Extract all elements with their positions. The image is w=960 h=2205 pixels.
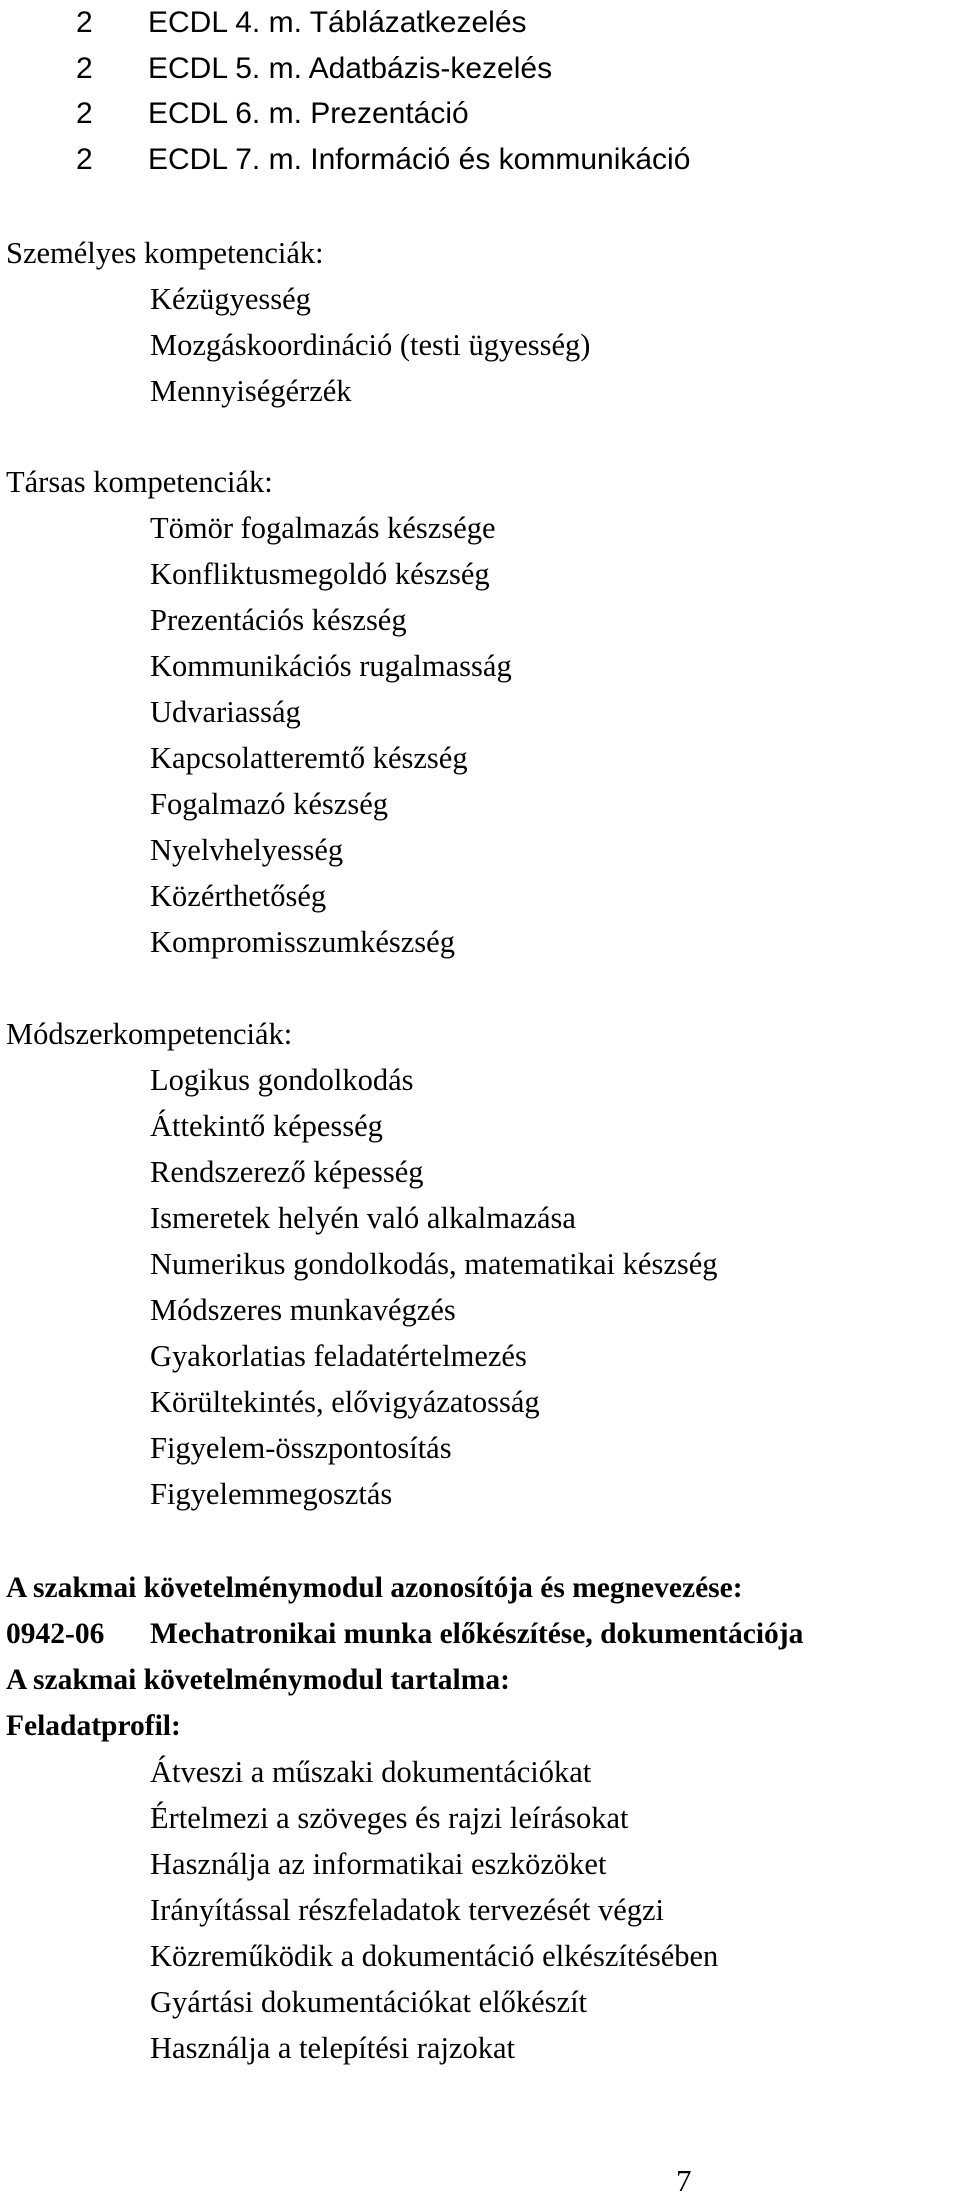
ecdl-row <box>0 137 690 183</box>
list-item: Rendszerező képesség <box>150 1155 424 1189</box>
ecdl-module-name: ECDL 7. m. Információ és kommunikáció <box>148 143 691 177</box>
list-item: Közreműködik a dokumentáció elkészítésében <box>150 1939 719 1973</box>
list-item: Figyelem-összpontosítás <box>150 1431 452 1465</box>
list-item: Kézügyesség <box>150 282 311 316</box>
module-code: 0942-06 <box>6 1618 105 1650</box>
module-id-heading: A szakmai követelménymodul azonosítója és megnevezése: <box>6 1572 743 1604</box>
list-item: Átveszi a műszaki dokumentációkat <box>150 1755 592 1789</box>
module-heading-block <box>6 1565 803 1749</box>
list-item: Tömör fogalmazás készsége <box>150 511 496 545</box>
personal-competencies-section <box>0 230 590 414</box>
list-item: Módszeres munkavégzés <box>150 1293 456 1327</box>
ecdl-count: 2 <box>76 51 93 85</box>
ecdl-module-name: ECDL 6. m. Prezentáció <box>148 97 469 131</box>
task-profile-heading: Feladatprofil: <box>6 1710 181 1742</box>
ecdl-module-name: ECDL 4. m. Táblázatkezelés <box>148 6 527 39</box>
list-item: Értelmezi a szöveges és rajzi leírásokat <box>150 1801 629 1835</box>
list-item: Használja az informatikai eszközöket <box>150 1847 607 1881</box>
list-item: Kompromisszumkészség <box>150 925 455 959</box>
page-number: 7 <box>676 2163 692 2198</box>
list-item: Udvariasság <box>150 695 301 729</box>
list-item: Numerikus gondolkodás, matematikai készség <box>150 1247 718 1281</box>
social-competencies-section <box>0 459 512 965</box>
ecdl-count: 2 <box>76 143 93 177</box>
list-item: Áttekintő képesség <box>150 1109 383 1143</box>
ecdl-count: 2 <box>76 97 93 131</box>
list-item: Nyelvhelyesség <box>150 833 344 867</box>
ecdl-module-name: ECDL 5. m. Adatbázis-kezelés <box>148 51 553 85</box>
list-item: Fogalmazó készség <box>150 787 388 821</box>
method-competencies-section <box>0 1011 718 1517</box>
ecdl-row <box>0 91 690 137</box>
list-item: Mennyiségérzék <box>150 374 352 408</box>
list-item: Konfliktusmegoldó készség <box>150 557 490 591</box>
list-item: Gyártási dokumentációkat előkészít <box>150 1985 588 2019</box>
list-item: Ismeretek helyén való alkalmazása <box>150 1201 576 1235</box>
task-profile-list <box>0 1749 718 2071</box>
list-item: Kommunikációs rugalmasság <box>150 649 512 683</box>
social-competencies-heading: Társas kompetenciák: <box>6 465 273 499</box>
ecdl-row <box>0 0 690 46</box>
list-item: Körültekintés, elővigyázatosság <box>150 1385 540 1419</box>
list-item: Kapcsolatteremtő készség <box>150 741 468 775</box>
ecdl-count: 2 <box>76 6 93 39</box>
list-item: Irányítással részfeladatok tervezését végzi <box>150 1893 664 1927</box>
method-competencies-heading: Módszerkompetenciák: <box>6 1017 293 1051</box>
ecdl-row <box>0 46 690 92</box>
module-content-heading: A szakmai követelménymodul tartalma: <box>6 1664 510 1696</box>
personal-competencies-heading: Személyes kompetenciák: <box>6 236 324 270</box>
list-item: Használja a telepítési rajzokat <box>150 2031 515 2065</box>
module-code-row <box>6 1611 803 1657</box>
list-item: Közérthetőség <box>150 879 327 913</box>
list-item: Prezentációs készség <box>150 603 407 637</box>
list-item: Logikus gondolkodás <box>150 1063 414 1097</box>
list-item: Mozgáskoordináció (testi ügyesség) <box>150 328 591 362</box>
module-name: Mechatronikai munka előkészítése, dokumentációja <box>150 1618 804 1650</box>
list-item: Gyakorlatias feladatértelmezés <box>150 1339 527 1373</box>
list-item: Figyelemmegosztás <box>150 1477 393 1511</box>
ecdl-module-list <box>0 0 690 183</box>
